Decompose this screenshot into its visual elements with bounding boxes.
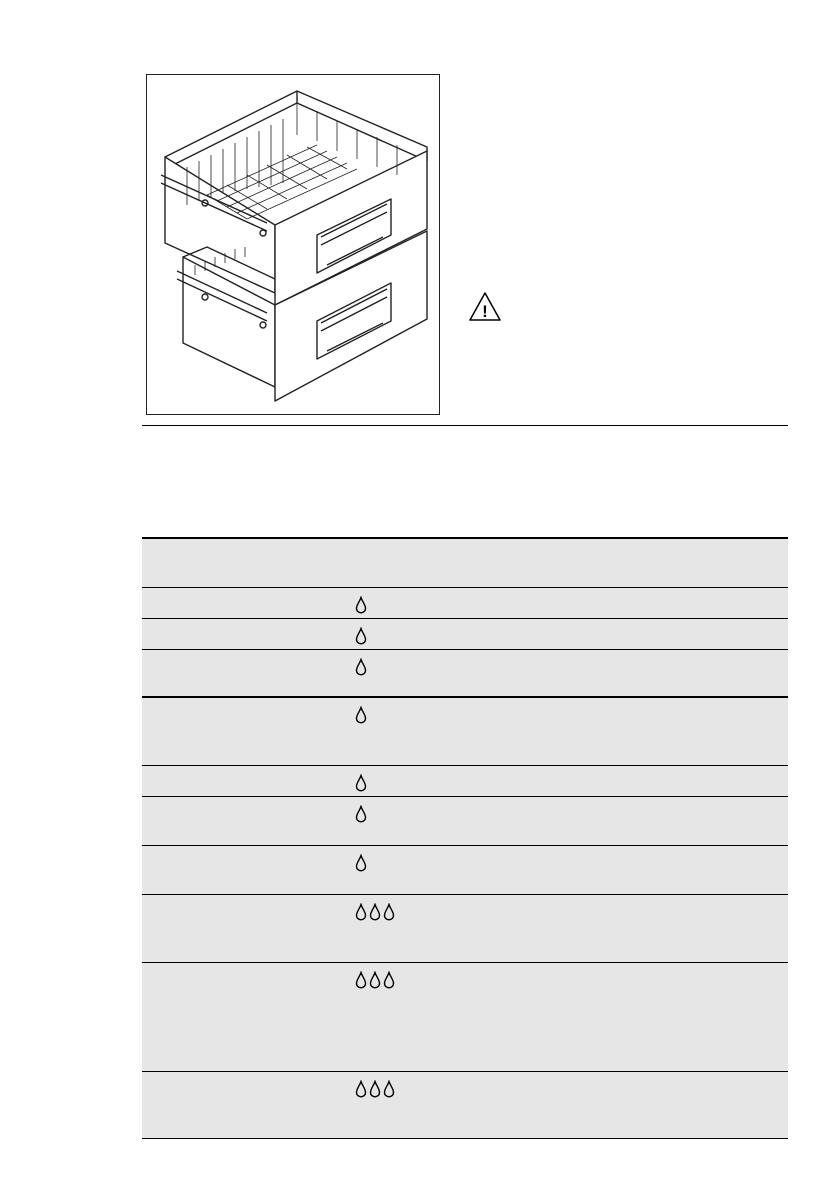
water-drop-icon: [355, 596, 367, 614]
water-drop-icon: [355, 1080, 367, 1098]
water-drop-icon: [355, 774, 367, 792]
water-drop-icon: [355, 854, 367, 872]
water-drop-icon: [355, 706, 367, 724]
crisper-drawers-figure: [146, 74, 440, 415]
water-drop-icon: [383, 1080, 395, 1098]
water-drop-icon: [369, 1080, 381, 1098]
water-drop-icon: [383, 971, 395, 989]
table-row: [142, 619, 788, 650]
humidity-level: [355, 971, 395, 989]
humidity-table: [142, 537, 788, 1139]
table-row: [142, 895, 788, 963]
humidity-level: [355, 774, 367, 792]
table-row: [142, 698, 788, 766]
water-drop-icon: [369, 903, 381, 921]
water-drop-icon: [355, 658, 367, 676]
table-row: [142, 1072, 788, 1139]
humidity-level: [355, 627, 367, 645]
table-row: [142, 963, 788, 1072]
humidity-level: [355, 854, 367, 872]
table-row: [142, 797, 788, 846]
humidity-level: [355, 1080, 395, 1098]
table-header-row: [142, 539, 788, 588]
water-drop-icon: [355, 971, 367, 989]
humidity-level: [355, 658, 367, 676]
humidity-level: [355, 805, 367, 823]
humidity-level: [355, 903, 395, 921]
warning-triangle-icon: [468, 291, 502, 323]
crisper-drawers-illustration: [147, 75, 441, 416]
table-row: [142, 766, 788, 797]
humidity-level: [355, 706, 367, 724]
table-row: [142, 588, 788, 619]
section-divider: [142, 425, 788, 426]
humidity-level: [355, 596, 367, 614]
water-drop-icon: [355, 903, 367, 921]
water-drop-icon: [383, 903, 395, 921]
water-drop-icon: [355, 805, 367, 823]
warning-exclamation: !: [482, 302, 488, 321]
table-row: [142, 650, 788, 698]
water-drop-icon: [369, 971, 381, 989]
table-row: [142, 846, 788, 895]
water-drop-icon: [355, 627, 367, 645]
